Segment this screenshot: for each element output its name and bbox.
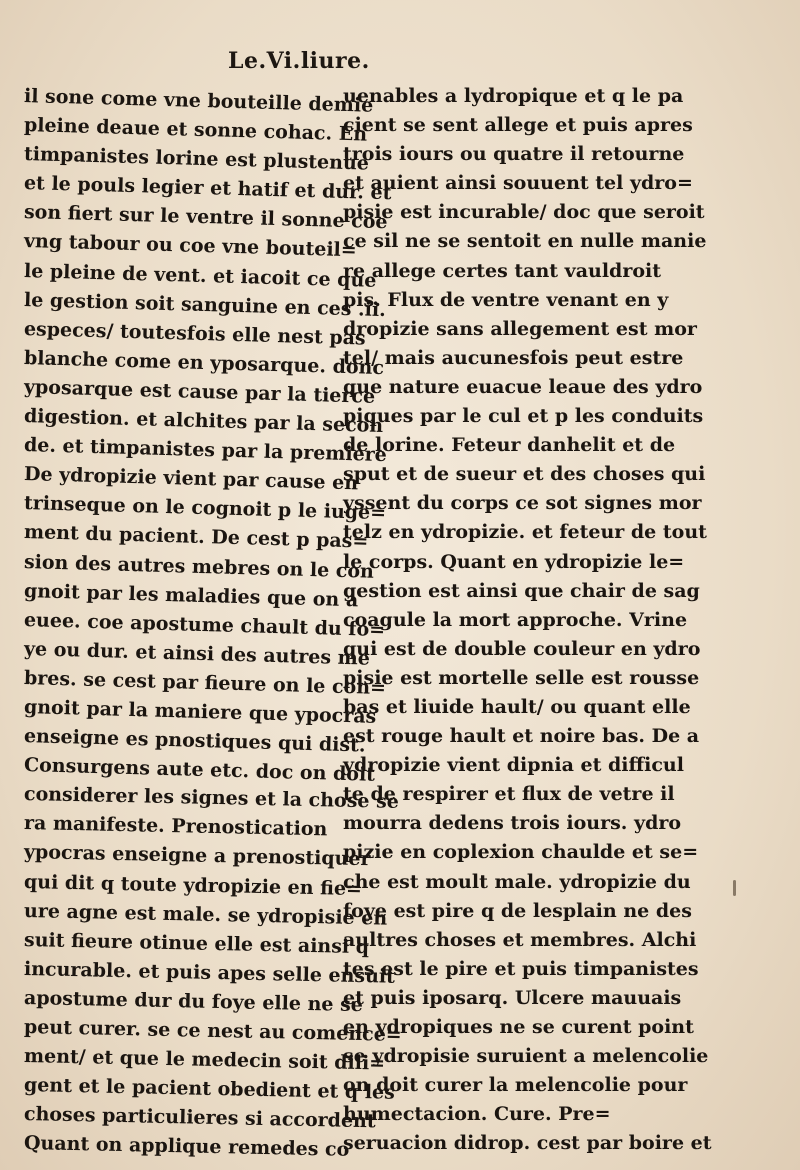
text-line: et auient ainsi souuent tel ydro= (343, 172, 693, 195)
text-line: de lorine. Feteur danhelit et de (343, 434, 676, 457)
text-line: qui dit q toute ydropizie en fie= (23, 870, 363, 900)
text-line: pleine deaue et sonne cohac. En (23, 114, 368, 146)
text-line: Consurgens aute etc. doc on doit (23, 754, 376, 786)
text-line: est rouge hault et noire bas. De a (343, 725, 700, 748)
text-line: pisie est incurable/ doc que seroit (343, 201, 705, 224)
text-line: coagule la mort approche. Vrine (343, 608, 688, 631)
text-line: gnoit par les maladies que on a (23, 579, 359, 611)
text-line: aultres choses et membres. Alchi (343, 928, 697, 951)
text-line: te de respirer et flux de vetre il (343, 783, 675, 806)
text-line: qui est de double couleur en ydro (343, 637, 701, 660)
text-line: humectacion. Cure. Pre= (343, 1103, 611, 1126)
text-line: blanche come en yposarque. donc (23, 346, 385, 379)
text-line: tes est le pire et puis timpanistes (343, 957, 699, 980)
text-line: sion des autres mebres on le con (23, 550, 375, 583)
text-line: gnoit par la maniere que ypocras (23, 695, 377, 728)
text-line: bres. se cest par fieure on le con= (23, 666, 387, 699)
text-line: choses particulieres si accordent (23, 1103, 376, 1133)
text-line: telz en ydropizie. et feteur de tout (343, 521, 707, 544)
text-line: cient se sent allege et puis apres (343, 114, 693, 137)
text-line: especes/ toutesfois elle nest pas (23, 317, 366, 350)
running-head: Le.Vi.liure. (228, 48, 370, 74)
text-line: ra manifeste. Prenostication (23, 812, 328, 841)
text-line: et le pouls legier et hatif et dur. et (23, 172, 392, 205)
text-line: vng tabour ou coe vne bouteil= (23, 230, 358, 262)
text-line: yposarque est cause par la tierce (23, 375, 376, 408)
text-line: dropizie sans allegement est mor (343, 317, 697, 340)
text-line: ure agne est male. se ydropisie en (23, 899, 388, 930)
text-line: son fiert sur le ventre il sonne coe (23, 201, 388, 234)
text-line: Quant on applique remedes co (23, 1132, 350, 1162)
text-line: enseigne es pnostiques qui dist. (23, 725, 366, 757)
text-line: le pleine de vent. et iacoit ce que (23, 259, 377, 292)
text-line: et puis iposarq. Ulcere mauuais (343, 986, 682, 1009)
ink-mark (733, 880, 736, 896)
text-line: ye ou dur. et ainsi des autres me (23, 637, 371, 670)
text-line: seruacion didrop. cest par boire et (343, 1132, 712, 1155)
text-line: se ydropisie suruient a melencolie (343, 1045, 709, 1068)
text-line: que nature euacue leaue des ydro (343, 375, 703, 398)
text-line: pizie en coplexion chaulde et se= (343, 841, 699, 864)
text-line: yssent du corps ce sot signes mor (343, 492, 702, 515)
text-line: ce sil ne se sentoit en nulle manie (343, 230, 707, 253)
text-line: ypocras enseigne a prenostiquer (23, 841, 371, 871)
text-line: foye est pire q de lesplain ne des (343, 899, 692, 922)
text-line: uenables a lydropique et q le pa (343, 85, 684, 107)
text-line: tel/ mais aucunesfois peut estre (343, 346, 684, 369)
text-line: piques par le cul et p les conduits (343, 405, 704, 428)
text-line: trinseque on le cognoit p le iuge= (23, 492, 387, 525)
text-line: bas et liuide hault/ ou quant elle (343, 695, 691, 718)
text-line: sput et de sueur et des choses qui (343, 463, 706, 486)
text-line: pisie est mortelle selle est rousse (343, 666, 700, 689)
text-line: on doit curer la melencolie pour (343, 1074, 688, 1097)
text-line: ment du pacient. De cest p pas= (23, 521, 369, 554)
text-line: suit fieure otinue elle est ainsi q (23, 928, 370, 958)
text-line: gent et le pacient obedient et q les (23, 1074, 396, 1104)
text-line: le corps. Quant en ydropizie le= (343, 550, 685, 573)
text-line: gestion est ainsi que chair de sag (343, 579, 700, 602)
text-line: digestion. et alchites par la secon (23, 405, 384, 438)
text-line: De ydropizie vient par cause en (23, 463, 359, 495)
text-line: de. et timpanistes par la premiere (23, 434, 388, 467)
text-line: pis. Flux de ventre venant en y (343, 288, 669, 311)
text-line: euee. coe apostume chault du fo= (23, 608, 386, 641)
text-line: ment/ et que le medecin soit dili= (23, 1045, 386, 1075)
text-line: le gestion soit sanguine en ces .ii. (23, 288, 387, 321)
text-line: peut curer. se ce nest au comence= (23, 1016, 402, 1046)
text-line: che est moult male. ydropizie du (343, 870, 691, 893)
text-line: mourra dedens trois iours. ydro (343, 812, 682, 835)
text-line: apostume dur du foye elle ne se (23, 986, 364, 1017)
text-line: re allege certes tant vauldroit (343, 259, 662, 282)
text-line: incurable. et puis apes selle ensuit (23, 957, 396, 988)
right-text-column (343, 82, 712, 1158)
text-line: en ydropiques ne se curent point (343, 1016, 694, 1038)
text-line: il sone come vne bouteille demie (23, 85, 374, 117)
left-text-column (23, 82, 402, 1162)
text-line: ydropizie vient dipnia et difficul (343, 754, 684, 777)
text-line: trois iours ou quatre il retourne (343, 143, 685, 166)
text-line: timpanistes lorine est plustenue (23, 143, 370, 175)
text-line: considerer les signes et la chose se (23, 783, 400, 814)
